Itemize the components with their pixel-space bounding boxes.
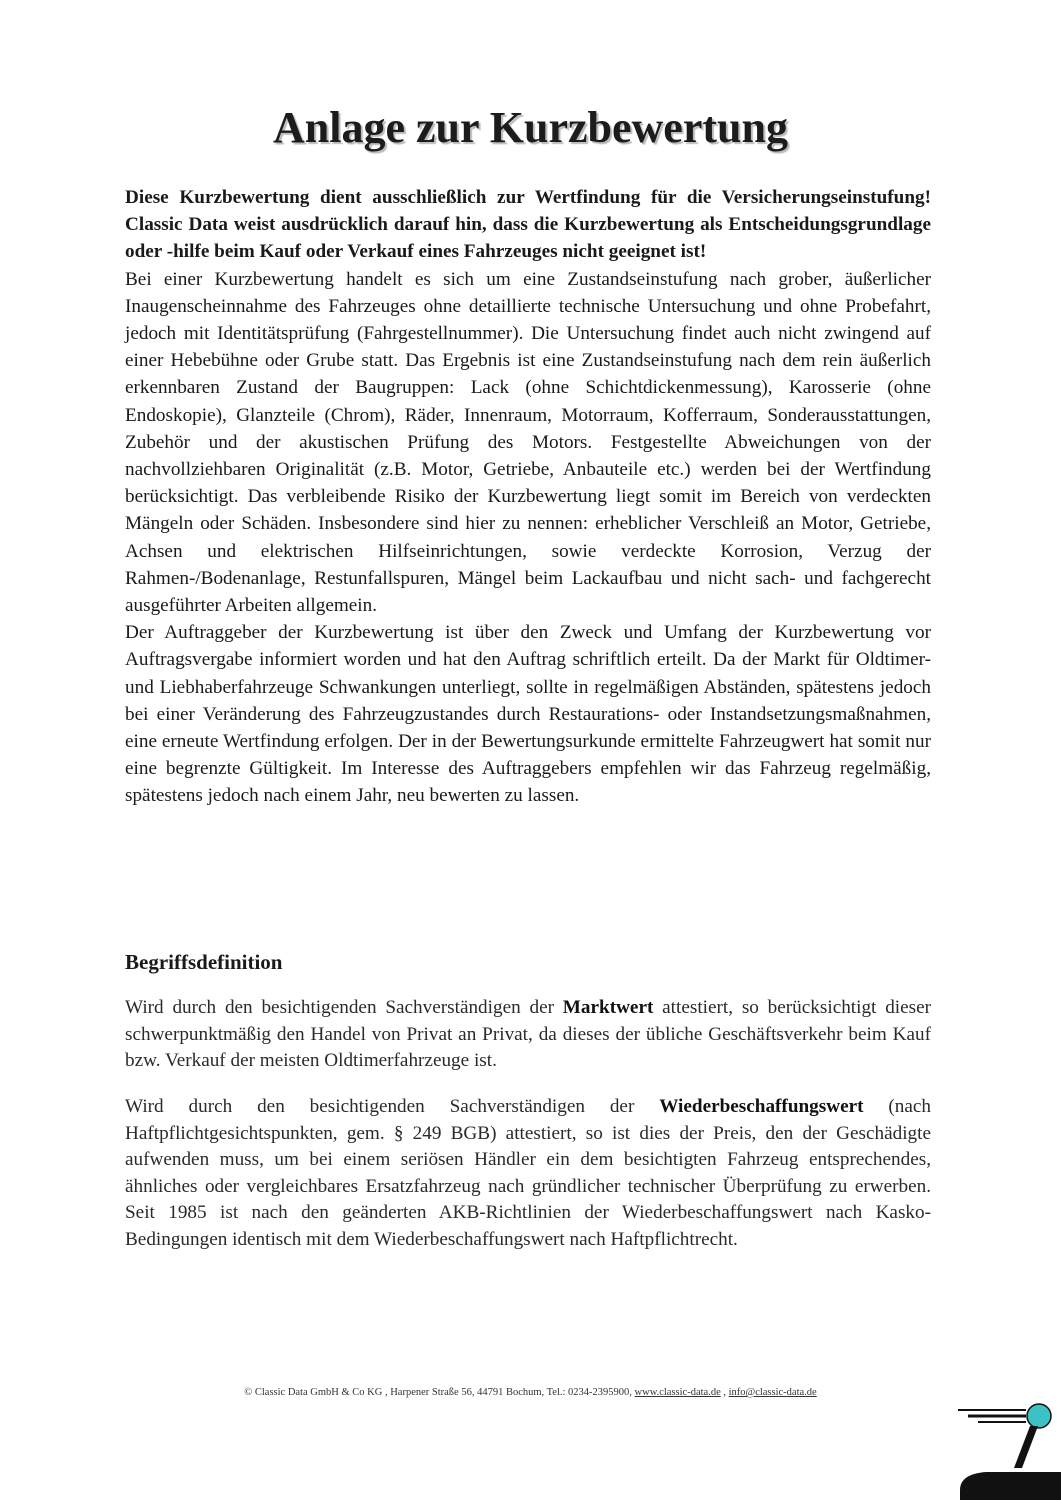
footer-separator: , <box>720 1387 729 1398</box>
website-link[interactable]: www.classic-data.de <box>634 1387 721 1398</box>
definition-text: Wird durch den besichtigenden Sachverständigen der <box>125 997 563 1018</box>
page-footer <box>0 1387 1061 1398</box>
intro-paragraph: Diese Kurzbewertung dient ausschließlich zur Wertfindung für die Versicherungseinstufung! Classic Data weist ausdrücklich darauf hin, dass die Kurzbewertung als Entscheidungsgrundlage oder -hilfe beim Kauf oder Verkauf eines Fahrzeuges nicht geeignet ist! <box>125 187 931 263</box>
document-body <box>125 184 931 810</box>
definition-text: Wird durch den besichtigenden Sachverständigen der <box>125 1096 660 1117</box>
section-heading: Begriffsdefinition <box>125 950 283 974</box>
logo-circle <box>1027 1404 1051 1428</box>
classic-data-logo <box>946 1398 1061 1500</box>
definition-text: attestiert, so berücksichtigt dieser schwerpunktmäßig den Handel von Privat an Privat, da dieses der übliche Geschäftsverkehr beim Kauf bzw. Verkauf der meisten Oldtimerfahrzeuge ist. <box>125 997 932 1071</box>
definition-term: Marktwert <box>562 997 654 1018</box>
paragraph-client: Der Auftraggeber der Kurzbewertung ist über den Zweck und Umfang der Kurzbewertung vor Auftragsvergabe informiert worden und hat den Auftrag schriftlich erteilt. Da der Markt für Oldtimer- und Liebhaberfahrzeuge Schwankungen unterliegt, sollte in regelmäßigen Abständen, spätestens jedoch bei einer Veränderung des Fahrzeugzustandes durch Restaurations- oder Instandsetzungsmaßnahmen, eine erneute Wertfindung erfolgen. Der in der Bewertungsurkunde ermittelte Fahrzeugwert hat somit nur eine begrenzte Gültigkeit. Im Interesse des Auftraggebers empfehlen wir das Fahrzeug regelmäßig, spätestens jedoch nach einem Jahr, neu bewerten zu lassen. <box>125 622 931 807</box>
definition-text: (nach Haftpflichtgesichtspunkten, gem. § 249 BGB) attestiert, so ist dies der Preis, den der Geschädigte aufwenden muss, um bei einem seriösen Händler ein dem besichtigten Fahrzeug entsprechendes, ähnliches oder vergleichbares Ersatzfahrzeug nach gründlicher technischer Überprüfung zu erwerben. Seit 1985 ist nach den geänderten AKB-Richtlinien der Wiederbeschaffungswert nach Kasko-Bedingungen identisch mit dem Wiederbeschaffungswert nach Haftpflichtrecht. <box>125 1096 931 1250</box>
email-link[interactable]: info@classic-data.de <box>728 1387 817 1398</box>
page-title: Anlage zur Kurzbewertung <box>273 103 788 152</box>
definition-wiederbeschaffungswert <box>125 1094 931 1253</box>
definition-marktwert <box>125 995 931 1075</box>
definition-term: Wiederbeschaffungswert <box>659 1096 864 1117</box>
paragraph-scope: Bei einer Kurzbewertung handelt es sich um eine Zustandseinstufung nach grober, äußerlicher Inaugenscheinnahme des Fahrzeuges ohne detaillierte technische Untersuchung und ohne Probefahrt, jedoch mit Identitätsprüfung (Fahrgestellnummer). Die Untersuchung findet auch nicht zwingend auf einer Hebebühne oder Grube statt. Das Ergebnis ist eine Zustandseinstufung nach dem rein äußerlich erkennbaren Zustand der Baugruppen: Lack (ohne Schichtdickenmessung), Karosserie (ohne Endoskopie), Glanzteile (Chrom), Räder, Innenraum, Motorraum, Kofferraum, Sonderausstattungen, Zubehör und der akustischen Prüfung des Motors. Festgestellte Abweichungen von der nachvollziehbaren Originalität (z.B. Motor, Getriebe, Anbauteile etc.) werden bei der Wertfindung berücksichtigt. Das verbleibende Risiko der Kurzbewertung liegt somit im Bereich von verdeckten Mängeln oder Schäden. Insbesondere sind hier zu nennen: erheblicher Verschleiß an Motor, Getriebe, Achsen und elektrischen Hilfseinrichtungen, sowie verdeckte Korrosion, Verzug der Rahmen-/Bodenanlage, Restunfallspuren, Mängel beim Lackaufbau und nicht sach- und fachgerecht ausgeführter Arbeiten allgemein. <box>125 268 931 617</box>
footer-address: © Classic Data GmbH & Co KG , Harpener Straße 56, 44791 Bochum, Tel.: 0234-2395900, <box>244 1387 635 1398</box>
